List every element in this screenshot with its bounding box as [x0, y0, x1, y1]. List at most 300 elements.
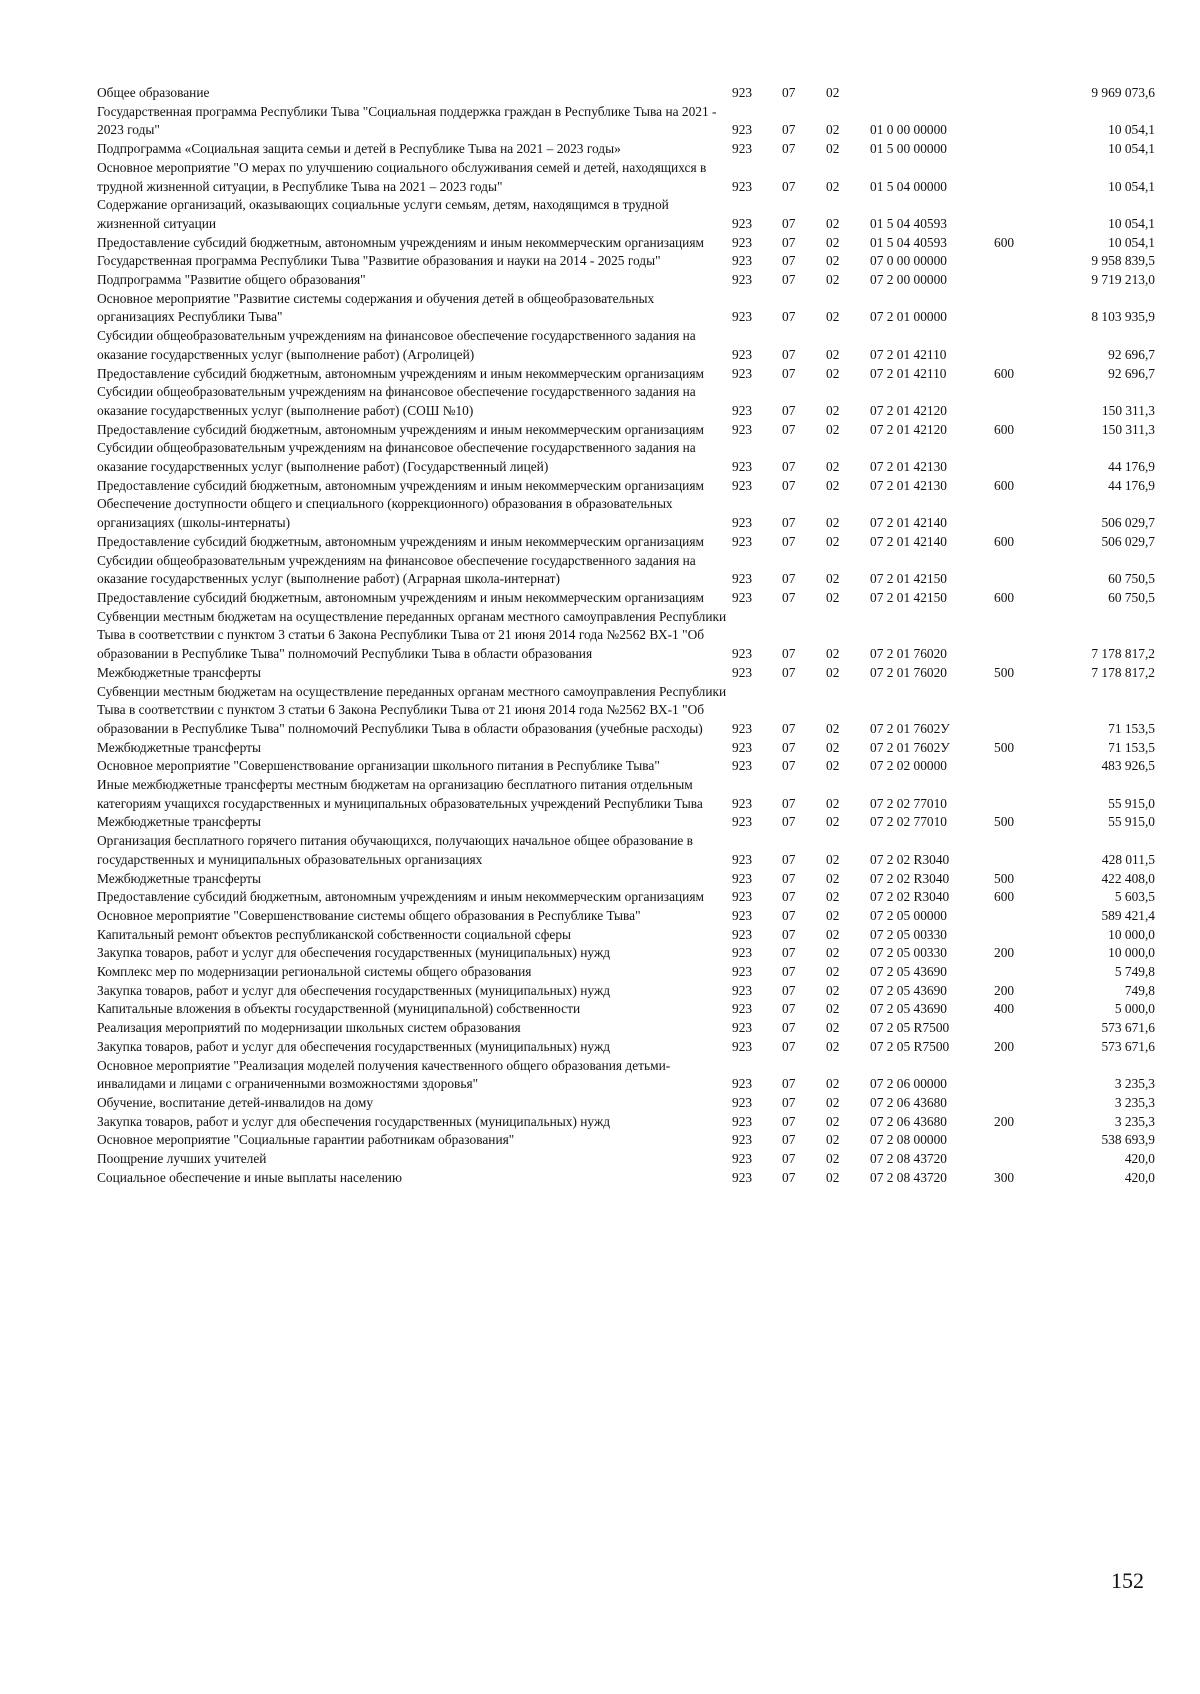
table-row — [97, 1000, 1155, 1019]
subsection-code: 02 — [826, 758, 840, 774]
amount: 506 029,7 — [1101, 515, 1155, 531]
item-name: Иные межбюджетные трансферты местным бюджетам на организацию бесплатного питания отдельным категориям учащихся государственных и муниципальных образовательных учреждений Республики Тыва — [97, 777, 703, 811]
target-article-code: 07 2 06 43680 — [870, 1113, 947, 1129]
subsection-code: 02 — [826, 365, 840, 381]
subsection-code: 02 — [826, 402, 840, 418]
item-name: Реализация мероприятий по модернизации школьных систем образования — [97, 1020, 521, 1036]
table-row — [97, 252, 1155, 271]
ministry-code: 923 — [732, 851, 753, 867]
item-name: Основное мероприятие "Совершенствование системы общего образования в Республике Тыва" — [97, 907, 641, 923]
expense-type-code — [994, 608, 1049, 664]
amount: 8 103 935,9 — [1091, 309, 1155, 325]
item-name: Обучение, воспитание детей-инвалидов на дому — [97, 1094, 374, 1110]
amount: 7 178 817,2 — [1091, 664, 1155, 680]
section-code: 07 — [782, 346, 796, 362]
amount: 573 671,6 — [1101, 1038, 1155, 1054]
expense-type-code: 500 — [994, 664, 1015, 680]
subsection-code: 02 — [826, 515, 840, 531]
subsection-code: 02 — [826, 889, 840, 905]
table-row — [97, 589, 1155, 608]
table-row — [97, 1150, 1155, 1169]
item-name: Организация бесплатного горячего питания обучающихся, получающих начальное общее образование в государственных и муниципальных образовательных организациях — [97, 833, 693, 867]
item-name: Закупка товаров, работ и услуг для обеспечения государственных (муниципальных) нужд — [97, 945, 611, 961]
expense-type-code — [994, 552, 1049, 589]
table-row — [97, 888, 1155, 907]
amount: 5 000,0 — [1114, 1001, 1155, 1017]
ministry-code: 923 — [732, 234, 753, 250]
subsection-code: 02 — [826, 907, 840, 923]
table-row — [97, 1057, 1155, 1094]
expense-type-code: 300 — [994, 1169, 1015, 1185]
expense-type-code — [994, 327, 1049, 364]
ministry-code: 923 — [732, 1132, 753, 1148]
target-article-code: 07 2 01 76020 — [870, 664, 947, 680]
expense-type-code: 200 — [994, 982, 1015, 998]
table-row — [97, 1169, 1155, 1188]
table-row — [97, 271, 1155, 290]
item-name: Субсидии общеобразовательным учреждениям на финансовое обеспечение государственного задания на оказание государственных услуг (выполнение работ) (СОШ №10) — [97, 384, 696, 418]
amount: 7 178 817,2 — [1091, 646, 1155, 662]
target-article-code: 07 2 05 43690 — [870, 1001, 947, 1017]
subsection-code: 02 — [826, 253, 840, 269]
ministry-code: 923 — [732, 795, 753, 811]
target-article-code: 01 5 04 40593 — [870, 215, 947, 231]
expense-type-code — [994, 1150, 1049, 1169]
subsection-code: 02 — [826, 459, 840, 475]
item-name: Предоставление субсидий бюджетным, автономным учреждениям и иным некоммерческим организациям — [97, 889, 704, 905]
item-name: Поощрение лучших учителей — [97, 1151, 267, 1167]
table-row — [97, 84, 1155, 103]
target-article-code: 07 2 01 42140 — [870, 533, 947, 549]
item-name: Социальное обеспечение и иные выплаты населению — [97, 1169, 402, 1185]
ministry-code: 923 — [732, 1076, 753, 1092]
subsection-code: 02 — [826, 720, 840, 736]
expense-type-code — [994, 84, 1049, 103]
target-article-code: 07 2 01 42130 — [870, 459, 947, 475]
section-code: 07 — [782, 664, 796, 680]
ministry-code: 923 — [732, 85, 753, 100]
expense-type-code: 600 — [994, 234, 1015, 250]
subsection-code: 02 — [826, 1169, 840, 1185]
expense-type-code — [994, 683, 1049, 739]
item-name: Предоставление субсидий бюджетным, автономным учреждениям и иным некоммерческим организациям — [97, 234, 704, 250]
amount: 9 958 839,5 — [1091, 253, 1155, 269]
section-code: 07 — [782, 141, 796, 157]
table-row — [97, 944, 1155, 963]
amount: 10 054,1 — [1108, 122, 1155, 138]
section-code: 07 — [782, 1169, 796, 1185]
ministry-code: 923 — [732, 122, 753, 138]
item-name: Предоставление субсидий бюджетным, автономным учреждениям и иным некоммерческим организациям — [97, 477, 704, 493]
ministry-code: 923 — [732, 889, 753, 905]
section-code: 07 — [782, 795, 796, 811]
subsection-code: 02 — [826, 945, 840, 961]
item-name: Подпрограмма "Развитие общего образования" — [97, 272, 366, 288]
target-article-code: 07 0 00 00000 — [870, 253, 947, 269]
amount: 55 915,0 — [1108, 814, 1155, 830]
item-name: Субсидии общеобразовательным учреждениям на финансовое обеспечение государственного задания на оказание государственных услуг (выполнение работ) (Государственный лицей) — [97, 440, 696, 475]
expense-type-code — [994, 832, 1049, 869]
ministry-code: 923 — [732, 1038, 753, 1054]
expense-type-code — [994, 757, 1049, 776]
expense-type-code — [994, 383, 1049, 420]
section-code: 07 — [782, 851, 796, 867]
subsection-code: 02 — [826, 421, 840, 437]
section-code: 07 — [782, 1038, 796, 1054]
ministry-code: 923 — [732, 739, 753, 755]
table-row — [97, 1094, 1155, 1113]
section-code: 07 — [782, 589, 796, 605]
item-name: Закупка товаров, работ и услуг для обеспечения государственных (муниципальных) нужд — [97, 1113, 611, 1129]
item-name: Субсидии общеобразовательным учреждениям на финансовое обеспечение государственного задания на оказание государственных услуг (выполнение работ) (Аграрная школа-интернат) — [97, 552, 696, 587]
table-row — [97, 477, 1155, 496]
subsection-code: 02 — [826, 926, 840, 942]
amount: 420,0 — [1124, 1169, 1155, 1185]
subsection-code: 02 — [826, 215, 840, 231]
expense-type-code — [994, 963, 1049, 982]
section-code: 07 — [782, 272, 796, 288]
table-row — [97, 196, 1155, 233]
subsection-code: 02 — [826, 234, 840, 250]
subsection-code: 02 — [826, 795, 840, 811]
section-code: 07 — [782, 1151, 796, 1167]
target-article-code: 07 2 05 00330 — [870, 926, 947, 942]
section-code: 07 — [782, 739, 796, 755]
section-code: 07 — [782, 926, 796, 942]
table-row — [97, 552, 1155, 589]
subsection-code: 02 — [826, 122, 840, 138]
subsection-code: 02 — [826, 739, 840, 755]
amount: 5 603,5 — [1114, 889, 1155, 905]
expense-type-code: 600 — [994, 589, 1015, 605]
table-row — [97, 683, 1155, 739]
amount: 10 054,1 — [1108, 234, 1155, 250]
target-article-code: 07 2 01 42110 — [870, 365, 947, 381]
expense-type-code: 200 — [994, 1038, 1015, 1054]
subsection-code: 02 — [826, 851, 840, 867]
item-name: Комплекс мер по модернизации региональной системы общего образования — [97, 964, 532, 980]
amount: 422 408,0 — [1101, 870, 1155, 886]
ministry-code: 923 — [732, 1151, 753, 1167]
section-code: 07 — [782, 814, 796, 830]
table-row — [97, 926, 1155, 945]
table-row — [97, 495, 1155, 532]
item-name: Закупка товаров, работ и услуг для обеспечения государственных (муниципальных) нужд — [97, 1038, 611, 1054]
amount: 506 029,7 — [1101, 533, 1155, 549]
target-article-code: 07 2 01 42140 — [870, 515, 947, 531]
budget-table-body — [97, 84, 1155, 1187]
subsection-code: 02 — [826, 1094, 840, 1110]
expense-type-code: 600 — [994, 477, 1015, 493]
subsection-code: 02 — [826, 141, 840, 157]
section-code: 07 — [782, 402, 796, 418]
amount: 60 750,5 — [1108, 589, 1155, 605]
ministry-code: 923 — [732, 870, 753, 886]
item-name: Предоставление субсидий бюджетным, автономным учреждениям и иным некоммерческим организациям — [97, 589, 704, 605]
expense-type-code — [994, 1131, 1049, 1150]
item-name: Предоставление субсидий бюджетным, автономным учреждениям и иным некоммерческим организациям — [97, 533, 704, 549]
amount: 420,0 — [1124, 1151, 1155, 1167]
item-name: Капитальные вложения в объекты государственной (муниципальной) собственности — [97, 1001, 581, 1017]
ministry-code: 923 — [732, 664, 753, 680]
ministry-code: 923 — [732, 178, 753, 194]
target-article-code: 07 2 06 43680 — [870, 1094, 947, 1110]
amount: 589 421,4 — [1101, 907, 1155, 923]
amount: 10 000,0 — [1108, 926, 1155, 942]
amount: 573 671,6 — [1101, 1020, 1155, 1036]
amount: 3 235,3 — [1114, 1094, 1155, 1110]
expense-type-code — [994, 1019, 1049, 1038]
budget-table — [97, 84, 1155, 1187]
section-code: 07 — [782, 234, 796, 250]
expense-type-code: 500 — [994, 814, 1015, 830]
table-row — [97, 1113, 1155, 1132]
amount: 9 969 073,6 — [1091, 85, 1155, 100]
target-article-code: 07 2 08 43720 — [870, 1151, 947, 1167]
item-name: Субвенции местным бюджетам на осуществление переданных органам местного самоуправления Республики Тыва в соответствии с пунктом 3 статьи 6 Закона Республики Тыва от 21 июня 2014 года №2562 ВХ-1 "Об образовании в Республике Тыва" полномочий Республики Тыва в области образования (учебные расходы) — [97, 683, 727, 736]
ministry-code: 923 — [732, 253, 753, 269]
expense-type-code: 500 — [994, 870, 1015, 886]
ministry-code: 923 — [732, 515, 753, 531]
ministry-code: 923 — [732, 589, 753, 605]
subsection-code: 02 — [826, 964, 840, 980]
table-row — [97, 832, 1155, 869]
table-row — [97, 664, 1155, 683]
section-code: 07 — [782, 571, 796, 587]
subsection-code: 02 — [826, 982, 840, 998]
expense-type-code: 200 — [994, 945, 1015, 961]
target-article-code: 07 2 02 R3040 — [870, 870, 950, 886]
ministry-code: 923 — [732, 459, 753, 475]
subsection-code: 02 — [826, 1113, 840, 1129]
item-name: Капитальный ремонт объектов республиканской собственности социальной сферы — [97, 926, 572, 942]
section-code: 07 — [782, 758, 796, 774]
ministry-code: 923 — [732, 141, 753, 157]
subsection-code: 02 — [826, 346, 840, 362]
expense-type-code: 600 — [994, 365, 1015, 381]
subsection-code: 02 — [826, 1076, 840, 1092]
item-name: Государственная программа Республики Тыва "Социальная поддержка граждан в Республике Тыва на 2021 - 2023 годы" — [97, 103, 717, 138]
target-article-code: 07 2 05 00000 — [870, 907, 947, 923]
ministry-code: 923 — [732, 1020, 753, 1036]
table-row — [97, 739, 1155, 758]
amount: 10 054,1 — [1108, 141, 1155, 157]
target-article-code: 07 2 08 43720 — [870, 1169, 947, 1185]
expense-type-code: 600 — [994, 889, 1015, 905]
ministry-code: 923 — [732, 309, 753, 325]
section-code: 07 — [782, 1113, 796, 1129]
expense-type-code — [994, 907, 1049, 926]
table-row — [97, 421, 1155, 440]
subsection-code: 02 — [826, 1020, 840, 1036]
section-code: 07 — [782, 178, 796, 194]
section-code: 07 — [782, 964, 796, 980]
subsection-code: 02 — [826, 589, 840, 605]
item-name: Основное мероприятие "Развитие системы содержания и обучения детей в общеобразовательных организациях Республики Тыва" — [97, 290, 655, 325]
ministry-code: 923 — [732, 402, 753, 418]
amount: 10 054,1 — [1108, 178, 1155, 194]
item-name: Основное мероприятие "Реализация моделей получения качественного общего образования детьми-инвалидами и лицами с ограниченными возможностями здоровья" — [97, 1057, 671, 1092]
section-code: 07 — [782, 459, 796, 475]
section-code: 07 — [782, 309, 796, 325]
ministry-code: 923 — [732, 926, 753, 942]
section-code: 07 — [782, 982, 796, 998]
target-article-code: 01 5 04 00000 — [870, 178, 947, 194]
subsection-code: 02 — [826, 272, 840, 288]
ministry-code: 923 — [732, 533, 753, 549]
table-row — [97, 159, 1155, 196]
section-code: 07 — [782, 122, 796, 138]
section-code: 07 — [782, 365, 796, 381]
target-article-code: 07 2 01 00000 — [870, 309, 947, 325]
item-name: Содержание организаций, оказывающих социальные услуги семьям, детям, находящимся в трудной жизненной ситуации — [97, 197, 669, 231]
item-name: Межбюджетные трансферты — [97, 664, 261, 680]
expense-type-code — [994, 159, 1049, 196]
section-code: 07 — [782, 870, 796, 886]
ministry-code: 923 — [732, 646, 753, 662]
target-article-code: 01 5 00 00000 — [870, 141, 947, 157]
target-article-code: 01 5 04 40593 — [870, 234, 947, 250]
target-article-code: 07 2 02 77010 — [870, 814, 947, 830]
table-row — [97, 290, 1155, 327]
table-row — [97, 963, 1155, 982]
target-article-code: 07 2 05 00330 — [870, 945, 947, 961]
expense-type-code — [994, 495, 1049, 532]
section-code: 07 — [782, 1001, 796, 1017]
section-code: 07 — [782, 253, 796, 269]
target-article-code: 01 0 00 00000 — [870, 122, 947, 138]
amount: 483 926,5 — [1101, 758, 1155, 774]
item-name: Субвенции местным бюджетам на осуществление переданных органам местного самоуправления Республики Тыва в соответствии с пунктом 3 статьи 6 Закона Республики Тыва от 21 июня 2014 года №2562 ВХ-1 "Об образовании в Республике Тыва" полномочий Республики Тыва в области образования — [97, 608, 727, 662]
subsection-code: 02 — [826, 533, 840, 549]
amount: 3 235,3 — [1114, 1113, 1155, 1129]
item-name: Обеспечение доступности общего и специального (коррекционного) образования в образовательных организациях (школы-интернаты) — [97, 496, 673, 531]
item-name: Межбюджетные трансферты — [97, 814, 261, 830]
ministry-code: 923 — [732, 571, 753, 587]
table-row — [97, 439, 1155, 476]
target-article-code: 07 2 01 7602У — [870, 720, 950, 736]
section-code: 07 — [782, 1094, 796, 1110]
amount: 150 311,3 — [1101, 402, 1155, 418]
item-name: Основное мероприятие "Совершенствование организации школьного питания в Республике Тыва" — [97, 758, 660, 774]
table-row — [97, 327, 1155, 364]
target-article-code: 07 2 01 42150 — [870, 571, 947, 587]
table-row — [97, 533, 1155, 552]
amount: 44 176,9 — [1108, 459, 1155, 475]
subsection-code: 02 — [826, 1038, 840, 1054]
subsection-code: 02 — [826, 646, 840, 662]
subsection-code: 02 — [826, 85, 840, 100]
ministry-code: 923 — [732, 365, 753, 381]
expense-type-code — [994, 1057, 1049, 1094]
expense-type-code: 600 — [994, 533, 1015, 549]
subsection-code: 02 — [826, 178, 840, 194]
amount: 9 719 213,0 — [1091, 272, 1155, 288]
ministry-code: 923 — [732, 758, 753, 774]
expense-type-code — [994, 103, 1049, 140]
item-name: Основное мероприятие "О мерах по улучшению социального обслуживания семей и детей, находящихся в трудной жизненной ситуации, в Республике Тыва на 2021 – 2023 годы" — [97, 159, 707, 194]
ministry-code: 923 — [732, 814, 753, 830]
item-name: Закупка товаров, работ и услуг для обеспечения государственных (муниципальных) нужд — [97, 982, 611, 998]
expense-type-code — [994, 196, 1049, 233]
table-row — [97, 140, 1155, 159]
expense-type-code: 600 — [994, 421, 1015, 437]
section-code: 07 — [782, 421, 796, 437]
amount: 749,8 — [1124, 982, 1155, 998]
subsection-code: 02 — [826, 571, 840, 587]
item-name: Предоставление субсидий бюджетным, автономным учреждениям и иным некоммерческим организациям — [97, 421, 704, 437]
expense-type-code: 400 — [994, 1001, 1015, 1017]
target-article-code: 07 2 01 42110 — [870, 346, 947, 362]
subsection-code: 02 — [826, 664, 840, 680]
expense-type-code — [994, 252, 1049, 271]
ministry-code: 923 — [732, 1094, 753, 1110]
section-code: 07 — [782, 945, 796, 961]
subsection-code: 02 — [826, 1001, 840, 1017]
target-article-code: 07 2 01 76020 — [870, 646, 947, 662]
expense-type-code — [994, 1094, 1049, 1113]
target-article-code: 07 2 05 R7500 — [870, 1038, 950, 1054]
section-code: 07 — [782, 85, 796, 100]
ministry-code: 923 — [732, 477, 753, 493]
target-article-code: 07 2 02 77010 — [870, 795, 947, 811]
expense-type-code — [994, 776, 1049, 813]
subsection-code: 02 — [826, 477, 840, 493]
item-name: Межбюджетные трансферты — [97, 870, 261, 886]
target-article-code: 07 2 05 R7500 — [870, 1020, 950, 1036]
section-code: 07 — [782, 215, 796, 231]
target-article-code: 07 2 00 00000 — [870, 272, 947, 288]
item-name: Межбюджетные трансферты — [97, 739, 261, 755]
ministry-code: 923 — [732, 272, 753, 288]
target-article-code: 07 2 05 43690 — [870, 982, 947, 998]
amount: 10 000,0 — [1108, 945, 1155, 961]
section-code: 07 — [782, 1132, 796, 1148]
expense-type-code: 200 — [994, 1113, 1015, 1129]
expense-type-code: 500 — [994, 739, 1015, 755]
table-row — [97, 870, 1155, 889]
item-name: Основное мероприятие "Социальные гарантии работникам образования" — [97, 1132, 515, 1148]
section-code: 07 — [782, 477, 796, 493]
item-name: Субсидии общеобразовательным учреждениям на финансовое обеспечение государственного задания на оказание государственных услуг (выполнение работ) (Агролицей) — [97, 328, 696, 362]
amount: 71 153,5 — [1108, 739, 1155, 755]
ministry-code: 923 — [732, 982, 753, 998]
target-article-code: 07 2 08 00000 — [870, 1132, 947, 1148]
target-article-code: 07 2 06 00000 — [870, 1076, 947, 1092]
ministry-code: 923 — [732, 346, 753, 362]
amount: 92 696,7 — [1108, 346, 1155, 362]
table-row — [97, 982, 1155, 1001]
expense-type-code — [994, 290, 1049, 327]
target-article-code: 07 2 05 43690 — [870, 964, 947, 980]
target-article-code: 07 2 01 42130 — [870, 477, 947, 493]
item-name: Государственная программа Республики Тыва "Развитие образования и науки на 2014 - 2025 годы" — [97, 253, 661, 269]
ministry-code: 923 — [732, 1169, 753, 1185]
section-code: 07 — [782, 515, 796, 531]
target-article-code: 07 2 01 42120 — [870, 402, 947, 418]
target-article-code: 07 2 02 R3040 — [870, 889, 950, 905]
item-name: Подпрограмма «Социальная защита семьи и детей в Республике Тыва на 2021 – 2023 годы» — [97, 141, 621, 157]
ministry-code: 923 — [732, 964, 753, 980]
ministry-code: 923 — [732, 1113, 753, 1129]
page-number: 152 — [1111, 1568, 1144, 1593]
table-row — [97, 813, 1155, 832]
table-row — [97, 907, 1155, 926]
ministry-code: 923 — [732, 907, 753, 923]
expense-type-code — [994, 271, 1049, 290]
subsection-code: 02 — [826, 309, 840, 325]
amount: 3 235,3 — [1114, 1076, 1155, 1092]
